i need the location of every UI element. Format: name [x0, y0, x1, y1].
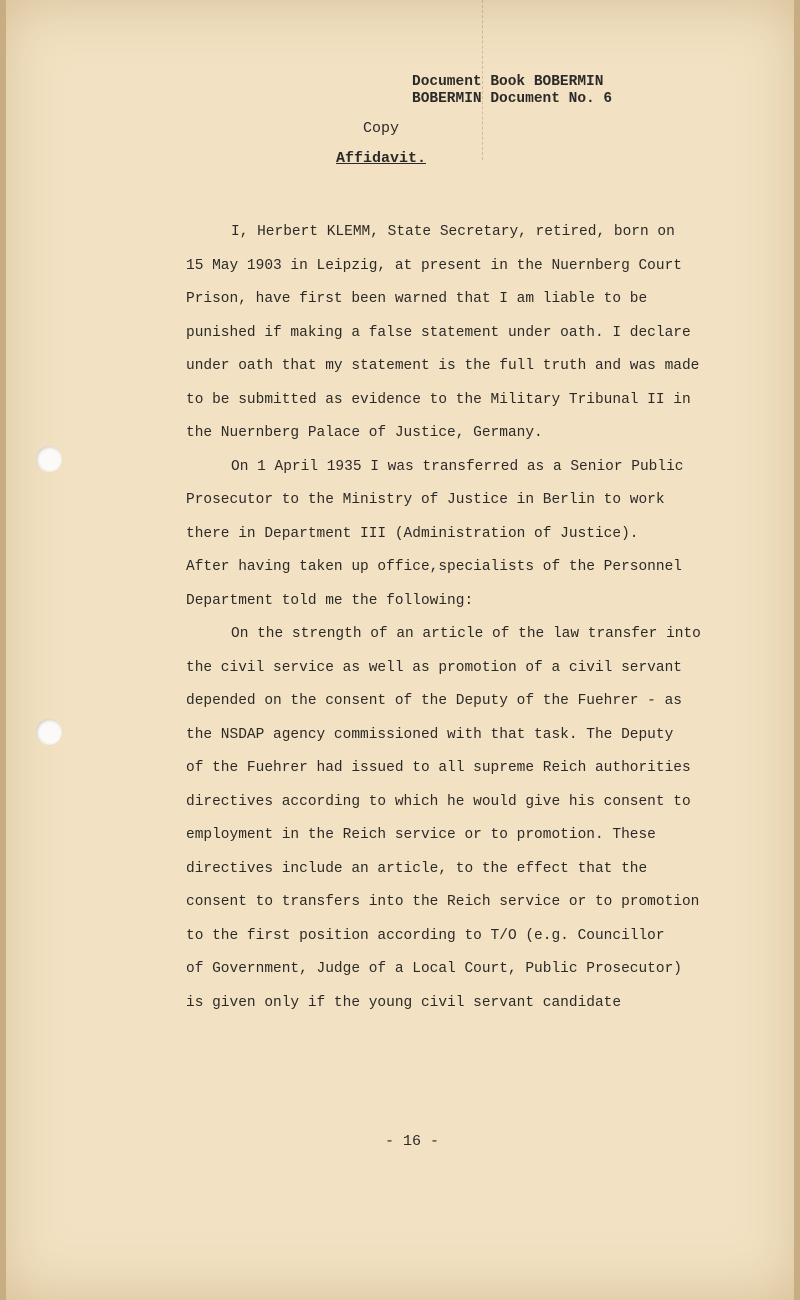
document-title: Affidavit. [336, 150, 427, 167]
text-line: Department told me the following: [186, 592, 474, 609]
text-line: 15 May 1903 in Leipzig, at present in the Nuernberg Court [186, 257, 682, 274]
text-line: After having taken up office,specialists of the Personnel [186, 559, 682, 575]
paragraph [186, 618, 701, 1020]
text-line: the NSDAP agency commissioned with that task. The Deputy [186, 726, 674, 743]
text-line: consent to transfers into the Reich service or to promotion [186, 894, 700, 910]
page-edge-left [0, 0, 6, 1300]
page-edge-right [794, 0, 800, 1300]
copy-label: Copy [363, 120, 400, 137]
text-line: is given only if the young civil servant candidate [186, 994, 622, 1011]
text-line: employment in the Reich service or to promotion. These [186, 827, 656, 843]
text-line: On 1 April 1935 I was transferred as a Senior Public [231, 458, 684, 475]
text-line: I, Herbert KLEMM, State Secretary, retired, born on [231, 224, 675, 240]
punch-hole-icon [36, 719, 62, 745]
text-line: there in Department III (Administration of Justice). [186, 525, 639, 542]
text-line: Prosecutor to the Ministry of Justice in Berlin to work [186, 492, 665, 508]
punch-hole-icon [36, 446, 62, 472]
text-line: to be submitted as evidence to the Military Tribunal II in [186, 391, 691, 408]
text-line: On the strength of an article of the law transfer into [231, 626, 701, 642]
text-line: the civil service as well as promotion of a civil servant [186, 659, 682, 676]
paragraph [186, 451, 686, 619]
affidavit-body [186, 216, 701, 1020]
document-header [412, 74, 612, 108]
text-line: depended on the consent of the Deputy of the Fuehrer - as [186, 693, 682, 709]
text-line: to the first position according to T/O (e.g. Councillor [186, 927, 665, 944]
text-line: directives according to which he would give his consent to [186, 793, 691, 810]
text-line: of the Fuehrer had issued to all supreme Reich authorities [186, 760, 691, 776]
page-number: - 16 - [385, 1133, 440, 1150]
header-line: BOBERMIN Document No. 6 [412, 91, 613, 107]
text-line: the Nuernberg Palace of Justice, Germany. [186, 425, 543, 441]
text-line: under oath that my statement is the full truth and was made [186, 358, 700, 374]
text-line: of Government, Judge of a Local Court, Public Prosecutor) [186, 961, 682, 977]
text-line: Prison, have first been warned that I am liable to be [186, 291, 648, 307]
paragraph [186, 216, 700, 451]
header-line: Document Book BOBERMIN [412, 74, 604, 90]
text-line: punished if making a false statement under oath. I declare [186, 324, 691, 341]
text-line: directives include an article, to the effect that the [186, 860, 648, 877]
